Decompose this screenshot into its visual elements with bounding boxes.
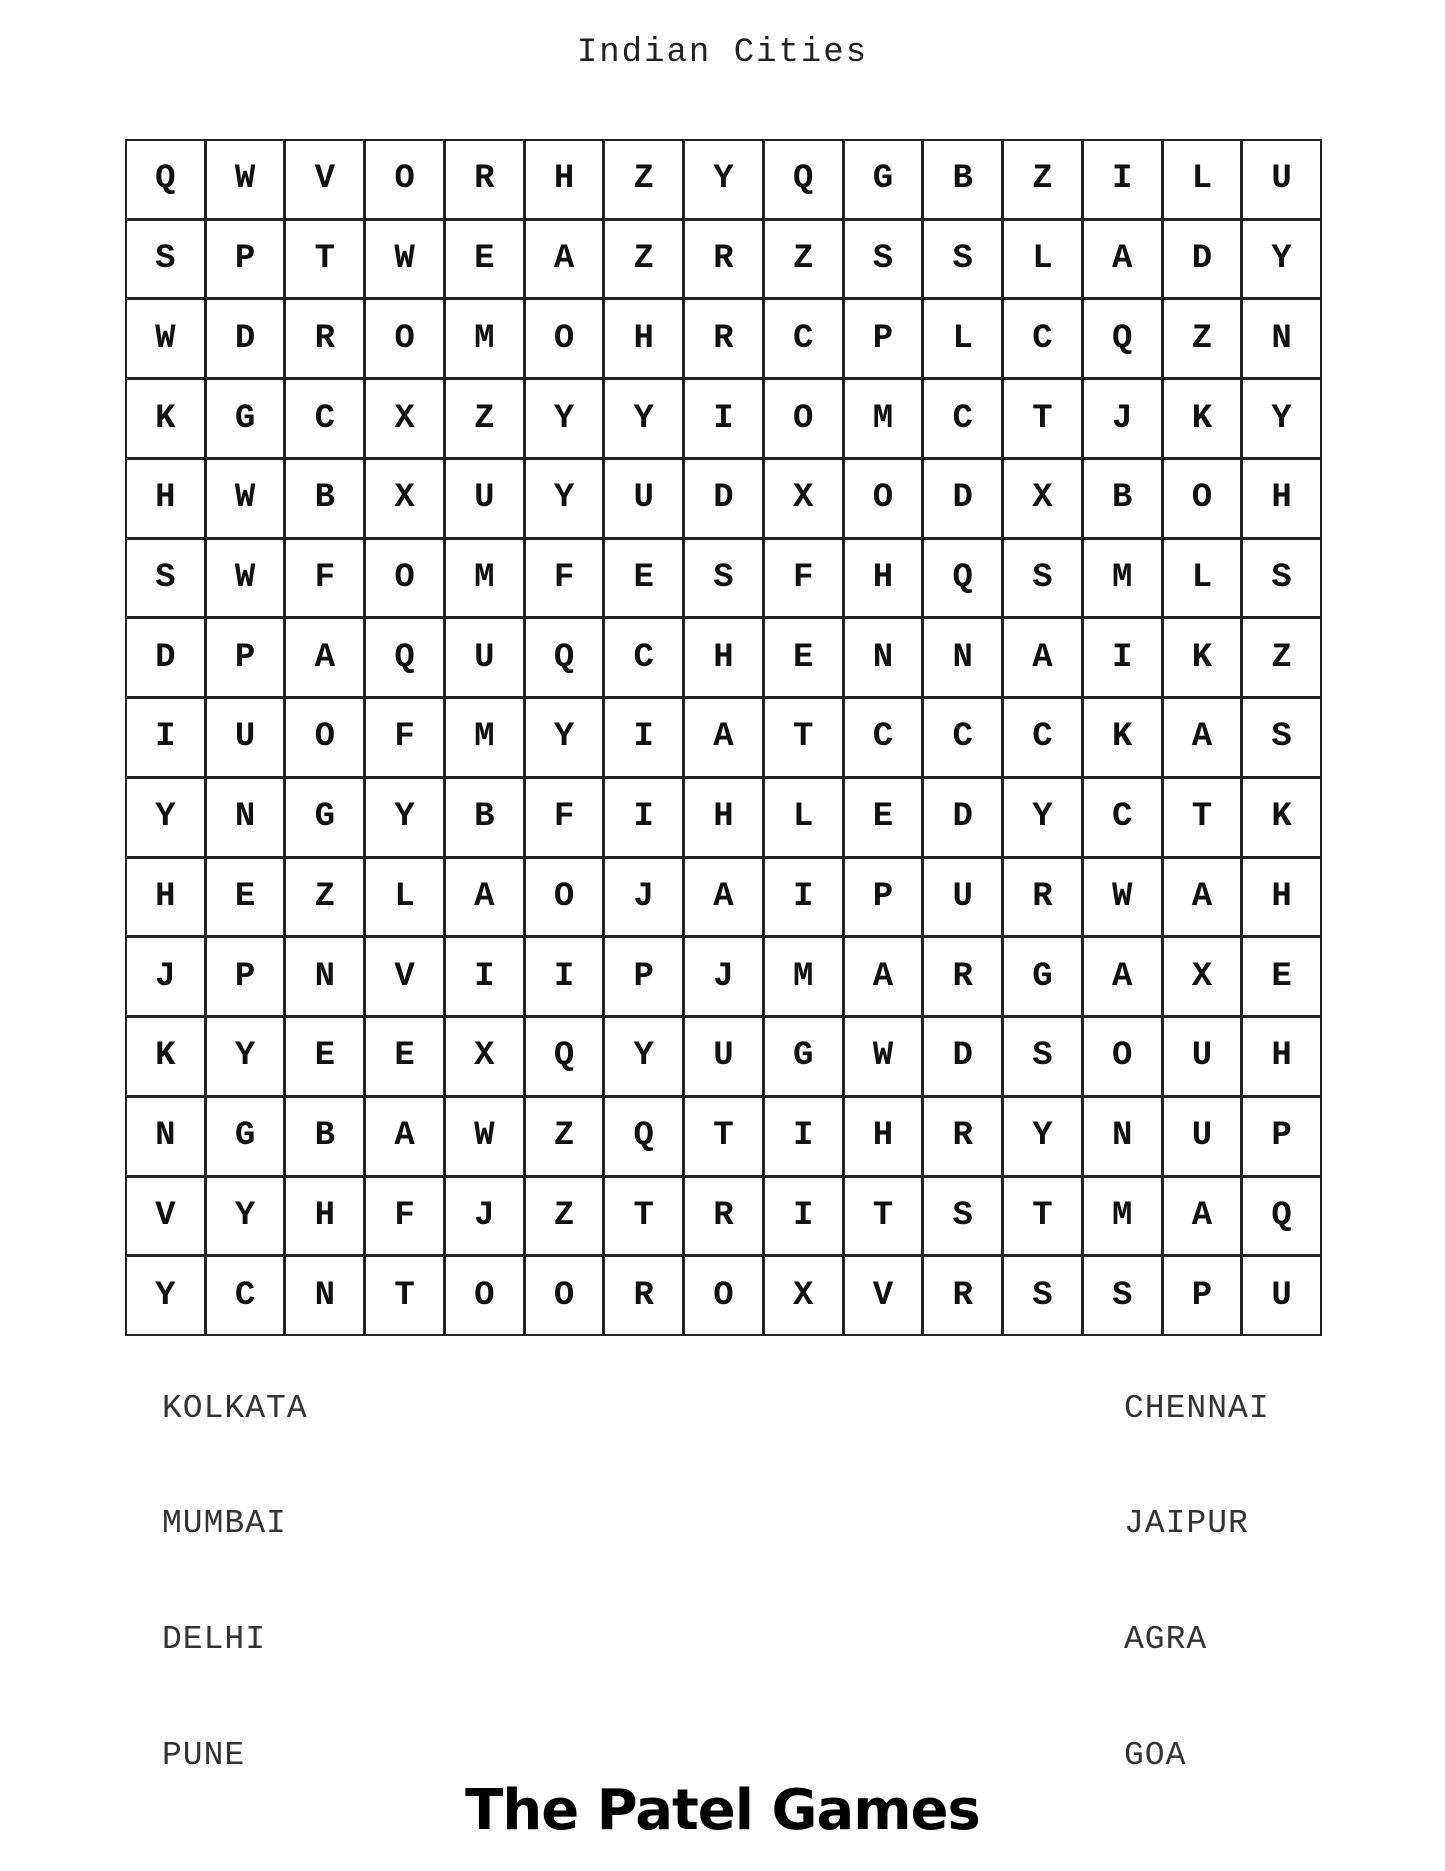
word-item: MUMBAI	[162, 1505, 287, 1542]
grid-cell[interactable]: J	[685, 938, 762, 1015]
grid-cell[interactable]: F	[366, 699, 443, 776]
grid-cell[interactable]: Z	[765, 221, 842, 298]
grid-cell[interactable]: C	[1084, 779, 1161, 856]
grid-cell[interactable]: E	[446, 221, 523, 298]
grid-cell[interactable]: Y	[1243, 221, 1320, 298]
grid-cell[interactable]: E	[207, 859, 284, 936]
grid-cell[interactable]: Y	[526, 380, 603, 457]
grid-cell[interactable]: Y	[605, 380, 682, 457]
grid-cell[interactable]: S	[1004, 540, 1081, 617]
grid-cell[interactable]: Q	[526, 1018, 603, 1095]
grid-cell[interactable]: Q	[127, 141, 204, 218]
grid-cell[interactable]: T	[1164, 779, 1241, 856]
grid-cell[interactable]: A	[845, 938, 922, 1015]
grid-cell[interactable]: C	[1004, 300, 1081, 377]
grid-cell[interactable]: I	[526, 938, 603, 1015]
grid-cell[interactable]: R	[685, 300, 762, 377]
grid-cell[interactable]: P	[1243, 1098, 1320, 1175]
grid-cell[interactable]: J	[605, 859, 682, 936]
grid-cell[interactable]: E	[1243, 938, 1320, 1015]
grid-cell[interactable]: H	[685, 779, 762, 856]
grid-cell[interactable]: K	[1243, 779, 1320, 856]
grid-cell[interactable]: X	[366, 460, 443, 537]
grid-cell[interactable]: N	[1084, 1098, 1161, 1175]
grid-cell[interactable]: Q	[1243, 1178, 1320, 1255]
grid-cell[interactable]: I	[765, 1178, 842, 1255]
grid-cell[interactable]: E	[605, 540, 682, 617]
grid-cell[interactable]: B	[286, 460, 363, 537]
grid-cell[interactable]: K	[1164, 380, 1241, 457]
grid-cell[interactable]: Y	[1243, 380, 1320, 457]
grid-cell[interactable]: Q	[765, 141, 842, 218]
grid-cell[interactable]: R	[446, 141, 523, 218]
grid-cell[interactable]: H	[127, 460, 204, 537]
grid-cell[interactable]: A	[1004, 619, 1081, 696]
grid-cell[interactable]: S	[1004, 1018, 1081, 1095]
grid-cell[interactable]: P	[845, 859, 922, 936]
grid-cell[interactable]: P	[207, 938, 284, 1015]
grid-cell[interactable]: C	[1004, 699, 1081, 776]
grid-cell[interactable]: K	[1164, 619, 1241, 696]
grid-cell[interactable]: Z	[286, 859, 363, 936]
grid-cell[interactable]: V	[127, 1178, 204, 1255]
grid-cell[interactable]: O	[446, 1257, 523, 1334]
grid-cell[interactable]: Z	[605, 141, 682, 218]
grid-cell[interactable]: L	[1004, 221, 1081, 298]
word-item: KOLKATA	[162, 1390, 308, 1427]
grid-cell[interactable]: G	[207, 1098, 284, 1175]
grid-cell[interactable]: P	[207, 221, 284, 298]
grid-cell[interactable]: R	[924, 938, 1001, 1015]
grid-cell[interactable]: I	[765, 1098, 842, 1175]
grid-cell[interactable]: R	[924, 1098, 1001, 1175]
grid-cell[interactable]: H	[685, 619, 762, 696]
grid-cell[interactable]: X	[765, 460, 842, 537]
grid-cell[interactable]: V	[845, 1257, 922, 1334]
grid-cell[interactable]: Y	[207, 1018, 284, 1095]
grid-cell[interactable]: G	[207, 380, 284, 457]
grid-cell[interactable]: R	[286, 300, 363, 377]
grid-cell[interactable]: V	[286, 141, 363, 218]
grid-cell[interactable]: D	[924, 1018, 1001, 1095]
grid-cell[interactable]: I	[1084, 141, 1161, 218]
grid-cell[interactable]: K	[1084, 699, 1161, 776]
grid-cell[interactable]: C	[924, 380, 1001, 457]
grid-cell[interactable]: N	[924, 619, 1001, 696]
grid-cell[interactable]: J	[446, 1178, 523, 1255]
grid-cell[interactable]: O	[765, 380, 842, 457]
grid-cell[interactable]: H	[605, 300, 682, 377]
grid-cell[interactable]: X	[1164, 938, 1241, 1015]
grid-cell[interactable]: A	[1164, 1178, 1241, 1255]
grid-cell[interactable]: I	[605, 779, 682, 856]
grid-cell[interactable]: Z	[526, 1098, 603, 1175]
grid-cell[interactable]: Z	[526, 1178, 603, 1255]
grid-cell[interactable]: J	[1084, 380, 1161, 457]
grid-cell[interactable]: O	[1164, 460, 1241, 537]
grid-cell[interactable]: N	[1243, 300, 1320, 377]
grid-cell[interactable]: A	[1084, 221, 1161, 298]
grid-cell[interactable]: R	[685, 221, 762, 298]
grid-cell[interactable]: T	[1004, 380, 1081, 457]
grid-cell[interactable]: O	[366, 540, 443, 617]
grid-cell[interactable]: L	[366, 859, 443, 936]
grid-cell[interactable]: Q	[1084, 300, 1161, 377]
grid-cell[interactable]: T	[605, 1178, 682, 1255]
grid-cell[interactable]: S	[1004, 1257, 1081, 1334]
grid-cell[interactable]: M	[845, 380, 922, 457]
grid-cell[interactable]: Y	[366, 779, 443, 856]
grid-cell[interactable]: N	[127, 1098, 204, 1175]
grid-cell[interactable]: Z	[1004, 141, 1081, 218]
grid-cell[interactable]: S	[127, 221, 204, 298]
grid-cell[interactable]: C	[845, 699, 922, 776]
grid-cell[interactable]: Y	[207, 1178, 284, 1255]
grid-cell[interactable]: S	[1243, 699, 1320, 776]
grid-cell[interactable]: C	[924, 699, 1001, 776]
grid-cell[interactable]: F	[526, 540, 603, 617]
grid-cell[interactable]: I	[1084, 619, 1161, 696]
grid-cell[interactable]: N	[845, 619, 922, 696]
grid-cell[interactable]: K	[127, 380, 204, 457]
grid-cell[interactable]: M	[1084, 540, 1161, 617]
grid-cell[interactable]: P	[605, 938, 682, 1015]
grid-cell[interactable]: F	[526, 779, 603, 856]
grid-cell[interactable]: G	[765, 1018, 842, 1095]
grid-cell[interactable]: K	[127, 1018, 204, 1095]
puzzle-title: Indian Cities	[576, 34, 869, 72]
grid-cell[interactable]: S	[1243, 540, 1320, 617]
grid-cell[interactable]: I	[765, 859, 842, 936]
grid-cell[interactable]: M	[446, 540, 523, 617]
grid-cell[interactable]: L	[765, 779, 842, 856]
grid-cell[interactable]: W	[845, 1018, 922, 1095]
grid-cell[interactable]: I	[127, 699, 204, 776]
grid-cell[interactable]: W	[446, 1098, 523, 1175]
grid-cell[interactable]: E	[366, 1018, 443, 1095]
grid-cell[interactable]: O	[286, 699, 363, 776]
grid-cell[interactable]: H	[1243, 460, 1320, 537]
grid-cell[interactable]: D	[685, 460, 762, 537]
grid-cell[interactable]: C	[207, 1257, 284, 1334]
grid-cell[interactable]: M	[1084, 1178, 1161, 1255]
grid-cell[interactable]: T	[1004, 1178, 1081, 1255]
grid-cell[interactable]: S	[127, 540, 204, 617]
grid-cell[interactable]: D	[207, 300, 284, 377]
grid-cell[interactable]: V	[366, 938, 443, 1015]
grid-cell[interactable]: Y	[526, 699, 603, 776]
grid-cell[interactable]: T	[685, 1098, 762, 1175]
grid-cell[interactable]: X	[446, 1018, 523, 1095]
grid-cell[interactable]: C	[286, 380, 363, 457]
grid-cell[interactable]: D	[127, 619, 204, 696]
grid-cell[interactable]: P	[845, 300, 922, 377]
grid-cell[interactable]: Y	[605, 1018, 682, 1095]
grid-cell[interactable]: X	[765, 1257, 842, 1334]
grid-cell[interactable]: Q	[366, 619, 443, 696]
grid-cell[interactable]: U	[446, 460, 523, 537]
grid-cell[interactable]: O	[366, 141, 443, 218]
grid-cell[interactable]: Y	[1004, 1098, 1081, 1175]
grid-cell[interactable]: Z	[605, 221, 682, 298]
grid-cell[interactable]: P	[1164, 1257, 1241, 1334]
grid-cell[interactable]: U	[446, 619, 523, 696]
word-item: AGRA	[1124, 1621, 1208, 1658]
grid-cell[interactable]: O	[685, 1257, 762, 1334]
grid-cell[interactable]: Y	[685, 141, 762, 218]
grid-cell[interactable]: S	[924, 1178, 1001, 1255]
grid-cell[interactable]: I	[446, 938, 523, 1015]
grid-cell[interactable]: Y	[1004, 779, 1081, 856]
grid-cell[interactable]: N	[207, 779, 284, 856]
grid-cell[interactable]: H	[845, 540, 922, 617]
grid-cell[interactable]: T	[765, 699, 842, 776]
grid-cell[interactable]: A	[526, 221, 603, 298]
grid-cell[interactable]: O	[526, 300, 603, 377]
grid-cell[interactable]: D	[1164, 221, 1241, 298]
word-item: GOA	[1124, 1737, 1187, 1774]
grid-cell[interactable]: Y	[127, 779, 204, 856]
grid-cell[interactable]: Q	[526, 619, 603, 696]
grid-cell[interactable]: H	[286, 1178, 363, 1255]
grid-cell[interactable]: U	[605, 460, 682, 537]
grid-cell[interactable]: O	[845, 460, 922, 537]
grid-cell[interactable]: A	[1084, 938, 1161, 1015]
word-item: CHENNAI	[1124, 1390, 1270, 1427]
grid-cell[interactable]: A	[366, 1098, 443, 1175]
grid-cell[interactable]: I	[605, 699, 682, 776]
grid-cell[interactable]: G	[286, 779, 363, 856]
grid-cell[interactable]: R	[924, 1257, 1001, 1334]
grid-cell[interactable]: W	[1084, 859, 1161, 936]
grid-cell[interactable]: U	[924, 859, 1001, 936]
grid-cell[interactable]: T	[366, 1257, 443, 1334]
grid-cell[interactable]: F	[286, 540, 363, 617]
grid-cell[interactable]: T	[286, 221, 363, 298]
grid-cell[interactable]: H	[127, 859, 204, 936]
grid-cell[interactable]: F	[366, 1178, 443, 1255]
grid-cell[interactable]: W	[207, 460, 284, 537]
grid-cell[interactable]: C	[605, 619, 682, 696]
grid-cell[interactable]: H	[526, 141, 603, 218]
grid-cell[interactable]: S	[845, 221, 922, 298]
grid-cell[interactable]: L	[1164, 141, 1241, 218]
grid-cell[interactable]: O	[366, 300, 443, 377]
word-item: PUNE	[162, 1737, 246, 1774]
grid-cell[interactable]: O	[526, 1257, 603, 1334]
word-item: DELHI	[162, 1621, 267, 1658]
grid-cell[interactable]: U	[685, 1018, 762, 1095]
grid-cell[interactable]: B	[446, 779, 523, 856]
grid-cell[interactable]: B	[286, 1098, 363, 1175]
grid-cell[interactable]: W	[366, 221, 443, 298]
grid-cell[interactable]: S	[924, 221, 1001, 298]
grid-cell[interactable]: R	[685, 1178, 762, 1255]
grid-cell[interactable]: A	[685, 859, 762, 936]
grid-cell[interactable]: Q	[605, 1098, 682, 1175]
grid-cell[interactable]: Q	[924, 540, 1001, 617]
grid-cell[interactable]: Y	[526, 460, 603, 537]
grid-cell[interactable]: X	[1004, 460, 1081, 537]
grid-cell[interactable]: H	[1243, 1018, 1320, 1095]
grid-cell[interactable]: U	[1164, 1098, 1241, 1175]
grid-cell[interactable]: N	[286, 938, 363, 1015]
grid-cell[interactable]: G	[1004, 938, 1081, 1015]
grid-cell[interactable]: H	[1243, 859, 1320, 936]
word-search-grid	[125, 139, 1322, 1336]
grid-cell[interactable]: O	[526, 859, 603, 936]
grid-cell[interactable]: W	[207, 540, 284, 617]
grid-cell[interactable]: Y	[127, 1257, 204, 1334]
grid-cell[interactable]: R	[605, 1257, 682, 1334]
grid-cell[interactable]: U	[1164, 1018, 1241, 1095]
grid-cell[interactable]: A	[286, 619, 363, 696]
grid-cell[interactable]: O	[1084, 1018, 1161, 1095]
grid-cell[interactable]: D	[924, 460, 1001, 537]
grid-cell[interactable]: A	[446, 859, 523, 936]
grid-cell[interactable]: L	[924, 300, 1001, 377]
grid-cell[interactable]: E	[845, 779, 922, 856]
grid-cell[interactable]: Z	[446, 380, 523, 457]
grid-cell[interactable]: R	[1004, 859, 1081, 936]
grid-cell[interactable]: E	[765, 619, 842, 696]
grid-cell[interactable]: U	[207, 699, 284, 776]
grid-cell[interactable]: Z	[1243, 619, 1320, 696]
grid-cell[interactable]: A	[1164, 699, 1241, 776]
grid-cell[interactable]: W	[127, 300, 204, 377]
grid-cell[interactable]: P	[207, 619, 284, 696]
grid-cell[interactable]: A	[685, 699, 762, 776]
grid-cell[interactable]: S	[1084, 1257, 1161, 1334]
grid-cell[interactable]: Z	[1164, 300, 1241, 377]
grid-cell[interactable]: N	[286, 1257, 363, 1334]
grid-cell[interactable]: A	[1164, 859, 1241, 936]
brand-footer: The Patel Games	[465, 1778, 980, 1843]
grid-cell[interactable]: B	[924, 141, 1001, 218]
grid-cell[interactable]: X	[366, 380, 443, 457]
grid-cell[interactable]: G	[845, 141, 922, 218]
grid-cell[interactable]: M	[446, 300, 523, 377]
grid-cell[interactable]: M	[446, 699, 523, 776]
grid-cell[interactable]: F	[765, 540, 842, 617]
grid-cell[interactable]: U	[1243, 141, 1320, 218]
grid-cell[interactable]: J	[127, 938, 204, 1015]
grid-cell[interactable]: D	[924, 779, 1001, 856]
grid-cell[interactable]: I	[685, 380, 762, 457]
grid-cell[interactable]: B	[1084, 460, 1161, 537]
grid-cell[interactable]: E	[286, 1018, 363, 1095]
grid-cell[interactable]: T	[845, 1178, 922, 1255]
grid-cell[interactable]: U	[1243, 1257, 1320, 1334]
grid-cell[interactable]: C	[765, 300, 842, 377]
word-item: JAIPUR	[1124, 1505, 1249, 1542]
grid-cell[interactable]: W	[207, 141, 284, 218]
grid-cell[interactable]: S	[685, 540, 762, 617]
grid-cell[interactable]: M	[765, 938, 842, 1015]
grid-cell[interactable]: H	[845, 1098, 922, 1175]
grid-cell[interactable]: L	[1164, 540, 1241, 617]
